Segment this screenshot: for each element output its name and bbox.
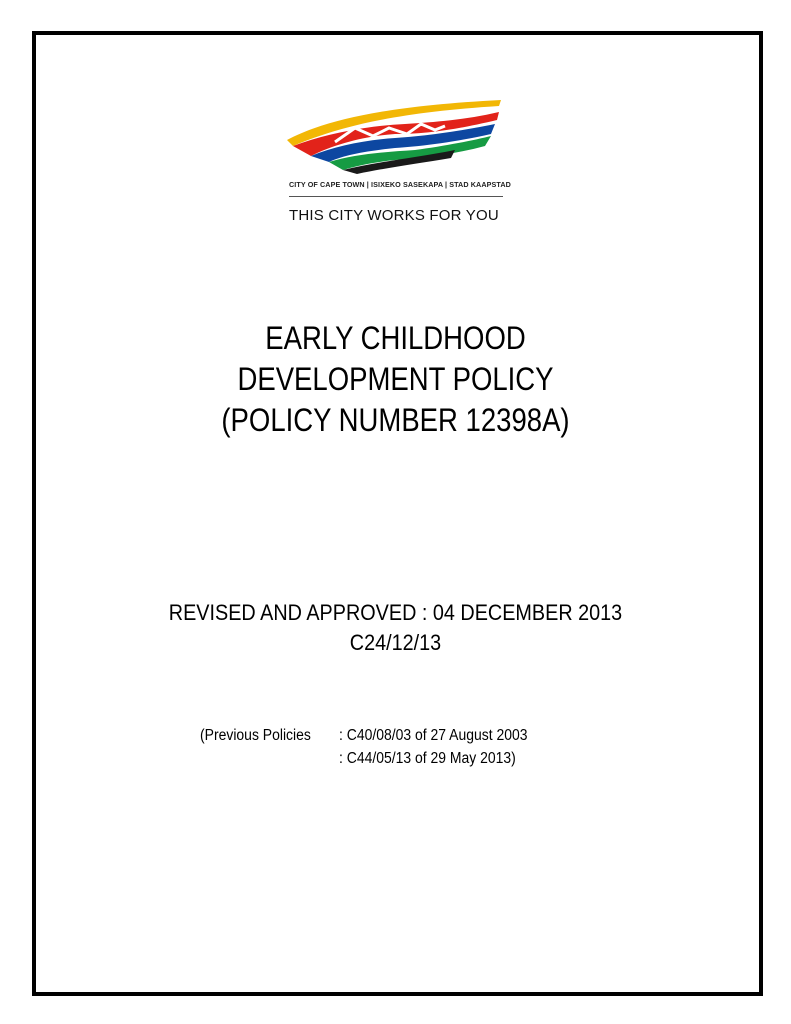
approval-reference: C24/12/13 [349,630,442,655]
title-line-3: (POLICY NUMBER 12398A) [221,402,570,438]
city-of-cape-town-logo [285,98,511,230]
title-line-1: EARLY CHILDHOOD [265,320,526,356]
approval-block [40,598,751,658]
logo-tagline: THIS CITY WORKS FOR YOU [289,207,499,224]
previous-policies-label: (Previous Policies [200,727,311,744]
document-title [40,318,751,441]
logo-divider [289,196,503,197]
previous-policy-2: : C44/05/13 of 29 May 2013) [339,750,516,767]
logo-city-name: CITY OF CAPE TOWN | ISIXEKO SASEKAPA | STAD KAAPSTAD [289,180,511,189]
city-logo-stripes-icon [285,98,507,178]
previous-policy-1: : C40/08/03 of 27 August 2003 [339,727,528,744]
approval-date: REVISED AND APPROVED : 04 DECEMBER 2013 [168,600,623,625]
title-line-2: DEVELOPMENT POLICY [237,361,554,397]
